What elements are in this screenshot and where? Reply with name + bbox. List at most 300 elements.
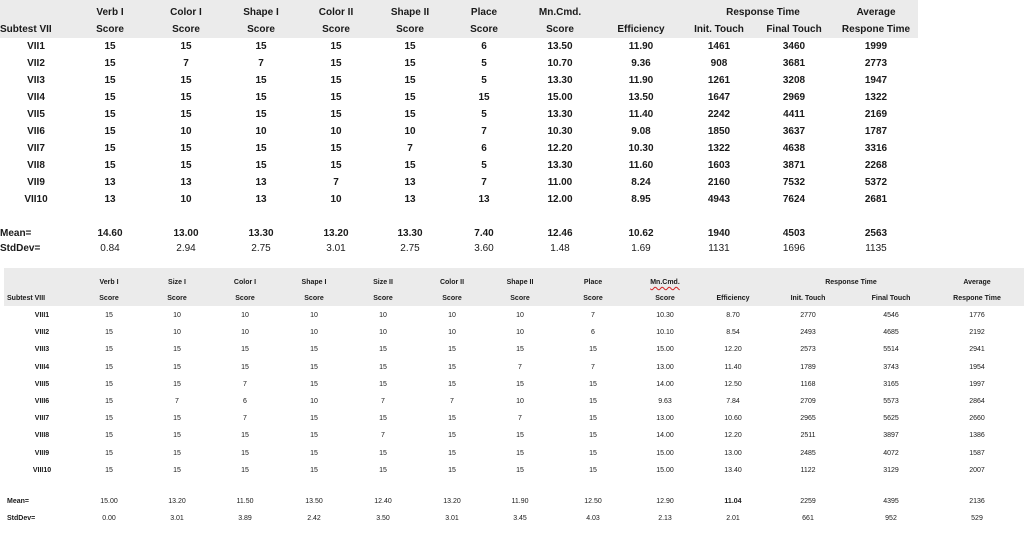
stddev-label: StdDev= <box>7 515 36 522</box>
table-cell: 15 <box>330 109 342 120</box>
column-subheader: Score <box>442 295 462 302</box>
table-cell: 7 <box>243 380 247 388</box>
table-cell: 2485 <box>800 449 816 457</box>
table-cell: 15 <box>105 432 113 440</box>
table-cell: 12.20 <box>724 346 742 354</box>
table-cell: 7 <box>381 432 385 440</box>
mean-cell: 12.40 <box>374 498 392 505</box>
table-cell: 4943 <box>707 194 731 205</box>
table-cell: 6 <box>481 41 487 52</box>
table-cell: 15 <box>310 432 318 440</box>
table-cell: 2511 <box>800 432 816 440</box>
column-header: Average <box>856 7 896 18</box>
table-cell: 10 <box>330 194 342 205</box>
table-cell: 15 <box>589 398 597 405</box>
mean-cell: 2136 <box>969 498 985 505</box>
table-cell: 13 <box>404 177 416 188</box>
table-cell: 9.63 <box>658 398 672 405</box>
row-label: VIII4 <box>34 363 50 371</box>
mean-cell: 12.90 <box>656 498 674 505</box>
table-cell: 15.00 <box>656 466 674 474</box>
column-subheader: Score <box>235 295 255 302</box>
table-cell: 7 <box>175 398 179 405</box>
row-label-header: Subtest VIII <box>7 295 46 302</box>
table-cell: 10.70 <box>547 58 573 69</box>
table-cell: 10 <box>379 312 387 319</box>
table-cell: 15 <box>310 449 318 457</box>
mean-cell: 4395 <box>883 498 899 505</box>
table-cell: 1954 <box>969 363 985 371</box>
table-cell: 7 <box>407 143 413 154</box>
table-cell: 908 <box>710 58 728 69</box>
table-cell: 7 <box>243 415 247 423</box>
table-cell: 2169 <box>864 109 888 120</box>
table-cell: 12.20 <box>547 143 573 154</box>
table-cell: 15 <box>589 449 597 457</box>
table-cell: 3637 <box>782 126 806 137</box>
column-subheader: Score <box>510 295 530 302</box>
table-cell: 5514 <box>883 346 899 354</box>
mean-cell: 11.04 <box>724 498 742 505</box>
table-cell: 10.30 <box>656 312 674 319</box>
table-cell: 10 <box>173 329 181 337</box>
stddev-cell: 1.69 <box>631 243 651 254</box>
table-cell: 1850 <box>707 126 731 137</box>
column-header: Response Time <box>726 7 800 18</box>
table-cell: 15 <box>105 346 113 354</box>
table-cell: 15 <box>241 346 249 354</box>
table-cell: 10 <box>310 398 318 405</box>
mean-cell: 13.20 <box>168 498 186 505</box>
table-cell: 10 <box>404 126 416 137</box>
row-label: VII7 <box>27 143 45 154</box>
row-label: VIII7 <box>34 415 50 423</box>
table-cell: 11.40 <box>628 109 654 120</box>
table-cell: 15 <box>589 415 597 423</box>
column-subheader: Score <box>373 295 393 302</box>
row-label: VII2 <box>27 58 45 69</box>
stddev-cell: 1131 <box>708 243 730 254</box>
mean-label: Mean= <box>7 498 29 505</box>
table-cell: 15 <box>379 363 387 371</box>
table-cell: 7 <box>591 363 595 371</box>
table-cell: 13 <box>255 177 267 188</box>
table-cell: 4072 <box>883 449 899 457</box>
stddev-cell: 2.75 <box>400 243 420 254</box>
table-cell: 13.50 <box>628 92 654 103</box>
table-cell: 5 <box>481 109 487 120</box>
table-cell: 15 <box>478 92 490 103</box>
table-cell: 15 <box>404 75 416 86</box>
column-header: Size II <box>373 279 393 286</box>
table-cell: 15.00 <box>656 346 674 354</box>
column-subheader: Score <box>322 24 350 35</box>
table-cell: 15 <box>105 363 113 371</box>
column-header: Mn.Cmd. <box>538 7 582 18</box>
table-cell: 10 <box>310 329 318 337</box>
table-cell: 12.00 <box>547 194 573 205</box>
table-cell: 7 <box>518 415 522 423</box>
table-cell: 1603 <box>707 160 731 171</box>
column-subheader: Score <box>167 295 187 302</box>
table-cell: 15 <box>180 75 192 86</box>
table-cell: 15 <box>104 109 116 120</box>
stddev-cell: 0.84 <box>100 243 120 254</box>
table-cell: 15 <box>330 160 342 171</box>
table-cell: 15 <box>310 466 318 474</box>
mean-cell: 7.40 <box>474 228 494 239</box>
table-cell: 2573 <box>800 346 816 354</box>
table-cell: 3129 <box>883 466 899 474</box>
table-cell: 15 <box>589 432 597 440</box>
row-label: VII4 <box>27 92 45 103</box>
table-cell: 15 <box>330 92 342 103</box>
table-cell: 15 <box>404 109 416 120</box>
table-cell: 13 <box>104 177 116 188</box>
column-subheader: Efficiency <box>716 295 750 302</box>
table-cell: 15 <box>310 380 318 388</box>
column-subheader: Score <box>304 295 324 302</box>
table-cell: 13 <box>104 194 116 205</box>
stddev-cell: 3.60 <box>474 243 494 254</box>
table-cell: 1789 <box>800 363 816 371</box>
table-cell: 3871 <box>782 160 806 171</box>
subtest-viii-table <box>4 268 1024 550</box>
column-header: Mn.Cmd. <box>650 279 680 286</box>
table-cell: 1997 <box>969 380 985 388</box>
table-cell: 11.90 <box>628 75 654 86</box>
table-cell: 15 <box>241 466 249 474</box>
table-cell: 15 <box>448 466 456 474</box>
table-cell: 3897 <box>883 432 899 440</box>
table-cell: 1461 <box>707 41 731 52</box>
table-cell: 7 <box>481 177 487 188</box>
table-cell: 3165 <box>883 380 899 388</box>
column-header: Shape I <box>301 279 327 286</box>
table-cell: 15 <box>310 363 318 371</box>
table-cell: 15 <box>105 415 113 423</box>
row-label: VII8 <box>27 160 45 171</box>
row-label: VII5 <box>27 109 45 120</box>
table-cell: 15 <box>105 380 113 388</box>
table-cell: 10 <box>448 312 456 319</box>
column-subheader: Score <box>470 24 498 35</box>
stddev-cell: 2.13 <box>658 515 672 522</box>
table-cell: 3681 <box>782 58 806 69</box>
table-cell: 2242 <box>707 109 731 120</box>
table-cell: 13 <box>404 194 416 205</box>
mean-cell: 12.46 <box>547 228 573 239</box>
table-cell: 2773 <box>864 58 888 69</box>
table-cell: 3208 <box>782 75 806 86</box>
row-label: VIII5 <box>34 380 50 388</box>
table-cell: 1322 <box>707 143 731 154</box>
column-header: Shape II <box>390 7 430 18</box>
table-cell: 15 <box>255 160 267 171</box>
row-label: VII1 <box>27 41 45 52</box>
table-cell: 13.30 <box>547 160 573 171</box>
column-header: Verb I <box>96 7 124 18</box>
table-cell: 15 <box>516 380 524 388</box>
column-header: Place <box>470 7 498 18</box>
table-cell: 7 <box>591 312 595 319</box>
table-cell: 15 <box>448 432 456 440</box>
table-cell: 15 <box>104 143 116 154</box>
table-cell: 2770 <box>800 312 816 319</box>
table-cell: 11.00 <box>547 177 573 188</box>
table-cell: 15 <box>173 466 181 474</box>
table-cell: 15 <box>180 160 192 171</box>
table-cell: 15 <box>255 92 267 103</box>
table-cell: 15 <box>105 466 113 474</box>
table-cell: 1787 <box>864 126 888 137</box>
column-subheader: Init. Touch <box>694 24 744 35</box>
column-subheader: Respone Time <box>953 295 1001 302</box>
row-label: VIII1 <box>34 312 50 319</box>
stddev-cell: 3.89 <box>238 515 252 522</box>
column-header: Average <box>963 279 991 286</box>
table-cell: 13.40 <box>724 466 742 474</box>
table-cell: 5372 <box>864 177 888 188</box>
table-cell: 2864 <box>969 398 985 405</box>
table-cell: 10 <box>379 329 387 337</box>
table-cell: 15.00 <box>656 449 674 457</box>
table-cell: 15 <box>330 75 342 86</box>
table-cell: 15 <box>105 398 113 405</box>
table-cell: 15 <box>105 329 113 337</box>
table-cell: 15 <box>589 380 597 388</box>
table-cell: 15 <box>310 415 318 423</box>
column-subheader: Score <box>247 24 275 35</box>
table-cell: 5 <box>481 75 487 86</box>
column-header: Response Time <box>825 279 877 286</box>
table-cell: 1168 <box>800 380 816 388</box>
table-cell: 2160 <box>707 177 731 188</box>
row-label: VII10 <box>24 194 48 205</box>
row-label: VIII3 <box>34 346 50 354</box>
row-label: VIII2 <box>34 329 50 337</box>
table-cell: 2007 <box>969 466 985 474</box>
table-cell: 15 <box>255 143 267 154</box>
table-cell: 13.50 <box>547 41 573 52</box>
mean-cell: 13.30 <box>397 228 423 239</box>
mean-label: Mean= <box>0 228 32 239</box>
table-cell: 2192 <box>969 329 985 337</box>
table-cell: 15 <box>180 143 192 154</box>
table-cell: 8.95 <box>631 194 651 205</box>
stddev-cell: 0.00 <box>102 515 116 522</box>
table-cell: 6 <box>243 398 247 405</box>
table-cell: 15 <box>448 415 456 423</box>
table-cell: 1322 <box>864 92 888 103</box>
stddev-cell: 2.94 <box>176 243 196 254</box>
table-cell: 1776 <box>969 312 985 319</box>
table-cell: 1261 <box>707 75 731 86</box>
table-cell: 15 <box>104 58 116 69</box>
table-cell: 10 <box>516 398 524 405</box>
column-subheader: Score <box>546 24 574 35</box>
stddev-cell: 952 <box>885 515 897 522</box>
table-cell: 14.00 <box>656 432 674 440</box>
table-cell: 13.30 <box>547 109 573 120</box>
mean-cell: 15.00 <box>100 498 118 505</box>
table-cell: 15 <box>404 41 416 52</box>
column-subheader: Final Touch <box>871 295 911 302</box>
table-cell: 15 <box>310 346 318 354</box>
table-cell: 10.30 <box>628 143 654 154</box>
column-header: Shape II <box>506 279 534 286</box>
table-cell: 9.08 <box>631 126 651 137</box>
stddev-cell: 1135 <box>865 243 887 254</box>
mean-cell: 4503 <box>782 228 806 239</box>
table-cell: 3460 <box>782 41 806 52</box>
row-label-header: Subtest VII <box>0 24 52 35</box>
table-cell: 15 <box>173 415 181 423</box>
table-cell: 10.10 <box>656 329 674 337</box>
table-cell: 15 <box>241 449 249 457</box>
table-cell: 15 <box>404 58 416 69</box>
table-cell: 15 <box>379 466 387 474</box>
column-header: Place <box>583 279 603 286</box>
table-cell: 15 <box>589 346 597 354</box>
stddev-cell: 3.01 <box>445 515 459 522</box>
table-cell: 2965 <box>800 415 816 423</box>
table-cell: 4638 <box>782 143 806 154</box>
column-header: Size I <box>168 279 186 286</box>
table-cell: 10 <box>330 126 342 137</box>
column-subheader: Score <box>655 295 675 302</box>
subtest-vii-table <box>0 0 918 262</box>
table-cell: 15 <box>448 380 456 388</box>
table-cell: 15 <box>379 449 387 457</box>
table-cell: 2660 <box>969 415 985 423</box>
row-label: VIII9 <box>34 449 50 457</box>
table-cell: 15 <box>173 363 181 371</box>
mean-cell: 10.62 <box>628 228 654 239</box>
mean-cell: 11.90 <box>511 498 529 505</box>
table-cell: 1999 <box>864 41 888 52</box>
row-label: VII3 <box>27 75 45 86</box>
table-cell: 12.20 <box>724 432 742 440</box>
table-cell: 10 <box>173 312 181 319</box>
column-subheader: Efficiency <box>617 24 665 35</box>
column-subheader: Final Touch <box>766 24 822 35</box>
table-cell: 15 <box>255 41 267 52</box>
table-cell: 2268 <box>864 160 888 171</box>
stddev-cell: 1.48 <box>550 243 570 254</box>
column-header: Shape I <box>243 7 279 18</box>
table-cell: 15 <box>516 346 524 354</box>
mean-cell: 13.20 <box>443 498 461 505</box>
column-subheader: Init. Touch <box>790 295 826 302</box>
table-cell: 10 <box>241 329 249 337</box>
table-cell: 10 <box>255 126 267 137</box>
table-cell: 10.30 <box>547 126 573 137</box>
table-cell: 7.84 <box>726 398 740 405</box>
mean-cell: 11.50 <box>236 498 254 505</box>
table-cell: 4685 <box>883 329 899 337</box>
column-header: Color II <box>318 7 354 18</box>
table-cell: 10 <box>310 312 318 319</box>
column-subheader: Score <box>172 24 200 35</box>
table-cell: 6 <box>481 143 487 154</box>
table-cell: 3743 <box>883 363 899 371</box>
column-header: Verb I <box>99 279 119 286</box>
table-cell: 14.00 <box>656 380 674 388</box>
table-cell: 15 <box>330 41 342 52</box>
column-header: Color I <box>233 279 257 286</box>
stddev-cell: 4.03 <box>586 515 600 522</box>
table-cell: 10 <box>516 312 524 319</box>
stddev-cell: 2.42 <box>307 515 321 522</box>
table-cell: 13.30 <box>547 75 573 86</box>
table-cell: 10 <box>241 312 249 319</box>
table-cell: 2493 <box>800 329 816 337</box>
column-subheader: Respone Time <box>841 24 911 35</box>
table-cell: 5625 <box>883 415 899 423</box>
table-cell: 15 <box>241 363 249 371</box>
stddev-cell: 3.01 <box>170 515 184 522</box>
stddev-cell: 661 <box>802 515 814 522</box>
table-cell: 8.54 <box>726 329 740 337</box>
table-cell: 7 <box>183 58 189 69</box>
stddev-cell: 3.50 <box>376 515 390 522</box>
table-cell: 15 <box>104 75 116 86</box>
table-cell: 7 <box>333 177 339 188</box>
table-cell: 15 <box>255 75 267 86</box>
table-cell: 5 <box>481 160 487 171</box>
stddev-cell: 1696 <box>782 243 806 254</box>
mean-cell: 13.00 <box>173 228 199 239</box>
table-cell: 13.00 <box>656 363 674 371</box>
table-cell: 15 <box>589 466 597 474</box>
table-cell: 2969 <box>782 92 806 103</box>
row-label: VIII6 <box>34 398 50 405</box>
column-header: Color II <box>439 279 465 286</box>
table-cell: 15 <box>104 41 116 52</box>
table-cell: 10.60 <box>724 415 742 423</box>
table-cell: 7 <box>258 58 264 69</box>
row-label: VIII10 <box>32 466 52 474</box>
table-cell: 13 <box>255 194 267 205</box>
table-cell: 6 <box>591 329 595 337</box>
table-cell: 5573 <box>883 398 899 405</box>
table-cell: 9.36 <box>631 58 651 69</box>
table-cell: 15 <box>104 126 116 137</box>
table-cell: 15 <box>516 432 524 440</box>
table-cell: 12.50 <box>724 380 742 388</box>
column-subheader: Score <box>96 24 124 35</box>
table-cell: 8.24 <box>631 177 651 188</box>
table-cell: 15 <box>255 109 267 120</box>
table-cell: 11.40 <box>724 363 742 371</box>
table-cell: 1122 <box>800 466 816 474</box>
table-cell: 15 <box>330 143 342 154</box>
table-cell: 15 <box>105 312 113 319</box>
column-subheader: Score <box>99 295 119 302</box>
row-label: VII9 <box>27 177 45 188</box>
table-cell: 10 <box>516 329 524 337</box>
table-cell: 2681 <box>864 194 888 205</box>
stddev-cell: 2.75 <box>251 243 271 254</box>
table-cell: 10 <box>180 126 192 137</box>
mean-cell: 1940 <box>707 228 731 239</box>
table-cell: 1947 <box>864 75 888 86</box>
column-subheader: Score <box>396 24 424 35</box>
row-label: VII6 <box>27 126 45 137</box>
stddev-cell: 2.01 <box>726 515 740 522</box>
table-cell: 10 <box>448 329 456 337</box>
